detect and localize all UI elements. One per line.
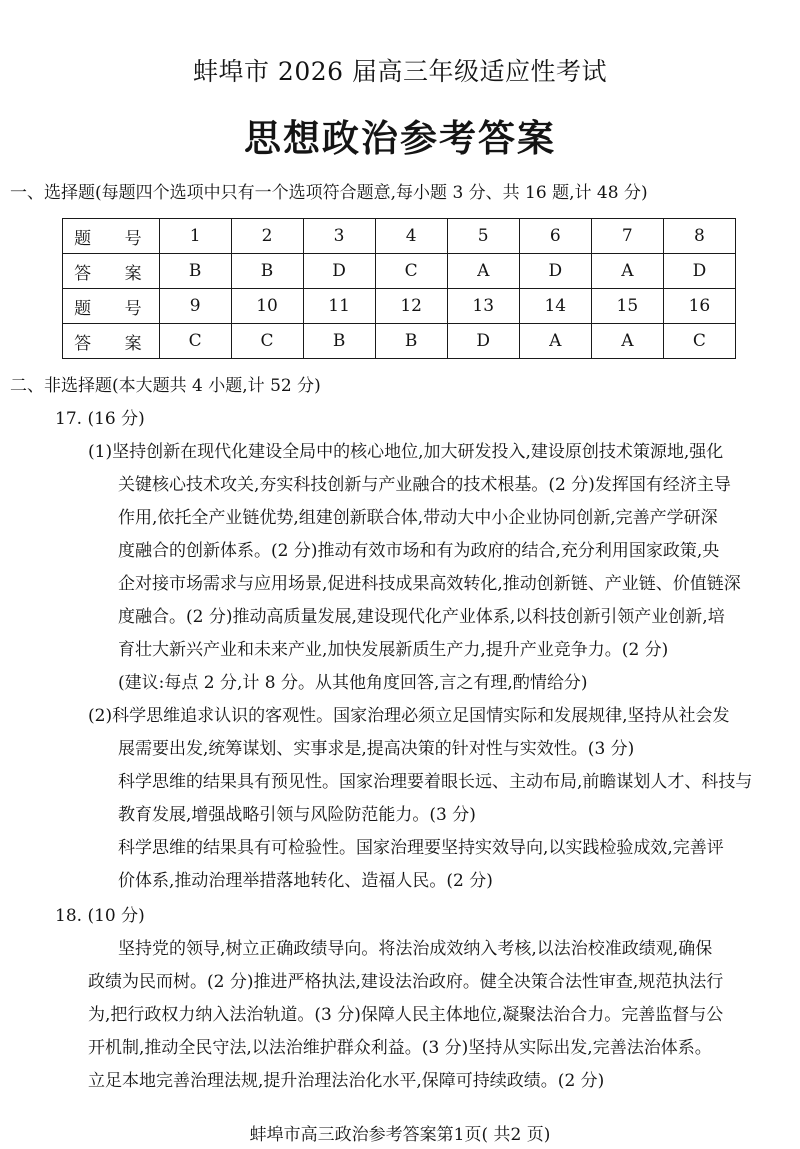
page-footer: 蚌埠市高三政治参考答案第1页( 共2 页) (249, 1125, 551, 1145)
question-17-label: 17. (16 分) (55, 409, 145, 429)
question-number: 16 (663, 289, 735, 324)
answer-text-line: (1)坚持创新在现代化建设全局中的核心地位,加大研发投入,建设原创技术策源地,强化 (88, 442, 724, 462)
answer-cell: A (591, 254, 663, 289)
answer-cell: D (447, 324, 519, 359)
question-number: 2 (231, 219, 303, 254)
question-number: 13 (447, 289, 519, 324)
question-number: 11 (303, 289, 375, 324)
answer-cell: A (591, 324, 663, 359)
question-number: 3 (303, 219, 375, 254)
answer-cell: D (663, 254, 735, 289)
question-number: 4 (375, 219, 447, 254)
answer-cell: B (375, 324, 447, 359)
answer-cell: B (159, 254, 231, 289)
answer-cell: C (663, 324, 735, 359)
question-number: 9 (159, 289, 231, 324)
answer-text-line: 科学思维的结果具有可检验性。国家治理要坚持实效导向,以实践检验成效,完善评 (118, 838, 724, 858)
question-number: 12 (375, 289, 447, 324)
answer-cell: B (303, 324, 375, 359)
row-label-answer: 答 案 (63, 254, 160, 289)
question-number: 6 (519, 219, 591, 254)
question-number: 7 (591, 219, 663, 254)
row-label-answer: 答 案 (63, 324, 160, 359)
answer-text-line: (2)科学思维追求认识的客观性。国家治理必须立足国情实际和发展规律,坚持从社会发 (88, 706, 730, 726)
section2-heading: 二、非选择题(本大题共 4 小题,计 52 分) (10, 376, 321, 396)
answer-text-line: 立足本地完善治理法规,提升治理法治化水平,保障可持续政绩。(2 分) (88, 1071, 605, 1091)
answer-cell: D (303, 254, 375, 289)
table-row-numbers-2 (63, 289, 736, 324)
question-number: 1 (159, 219, 231, 254)
table-row-answers-2 (63, 324, 736, 359)
answer-text-line: 为,把行政权力纳入法治轨道。(3 分)保障人民主体地位,凝聚法治合力。完善监督与公 (88, 1005, 724, 1025)
document-title: 思想政治参考答案 (244, 117, 556, 160)
answer-cell: C (375, 254, 447, 289)
answer-cell: D (519, 254, 591, 289)
answer-text-line: 作用,依托全产业链优势,组建创新联合体,带动大中小企业协同创新,完善产学研深 (118, 508, 718, 528)
answer-cell: A (447, 254, 519, 289)
answer-text-line: 企对接市场需求与应用场景,促进科技成果高效转化,推动创新链、产业链、价值链深 (118, 574, 741, 594)
exam-title: 蚌埠市 2026 届高三年级适应性考试 (192, 57, 608, 86)
answer-text-line: 教育发展,增强战略引领与风险防范能力。(3 分) (118, 805, 476, 825)
answer-cell: B (231, 254, 303, 289)
section1-heading: 一、选择题(每题四个选项中只有一个选项符合题意,每小题 3 分、共 16 题,计 48 分) (10, 183, 648, 203)
question-number: 8 (663, 219, 735, 254)
answer-text-line: 育壮大新兴产业和未来产业,加快发展新质生产力,提升产业竞争力。(2 分) (118, 640, 669, 660)
table-row-answers-1 (63, 254, 736, 289)
answer-cell: A (519, 324, 591, 359)
scoring-note: (建议:每点 2 分,计 8 分。从其他角度回答,言之有理,酌情给分) (118, 673, 588, 693)
answer-cell: C (231, 324, 303, 359)
answer-text-line: 政绩为民而树。(2 分)推进严格执法,建设法治政府。健全决策合法性审查,规范执法行 (88, 972, 724, 992)
answer-text-line: 展需要出发,统筹谋划、实事求是,提高决策的针对性与实效性。(3 分) (118, 739, 635, 759)
question-18-label: 18. (10 分) (55, 906, 145, 926)
row-label-number: 题 号 (63, 289, 160, 324)
answer-text-line: 关键核心技术攻关,夯实科技创新与产业融合的技术根基。(2 分)发挥国有经济主导 (118, 475, 731, 495)
table-row-numbers-1 (63, 219, 736, 254)
answer-cell: C (159, 324, 231, 359)
question-number: 14 (519, 289, 591, 324)
question-number: 5 (447, 219, 519, 254)
answer-text-line: 价体系,推动治理举措落地转化、造福人民。(2 分) (118, 871, 493, 891)
answer-text-line: 科学思维的结果具有预见性。国家治理要着眼长远、主动布局,前瞻谋划人才、科技与 (118, 772, 753, 792)
question-number: 10 (231, 289, 303, 324)
answer-key-table (62, 218, 736, 359)
answer-text-line: 坚持党的领导,树立正确政绩导向。将法治成效纳入考核,以法治校准政绩观,确保 (118, 939, 713, 959)
row-label-number: 题 号 (63, 219, 160, 254)
answer-text-line: 开机制,推动全民守法,以法治维护群众利益。(3 分)坚持从实际出发,完善法治体系。 (88, 1038, 712, 1058)
answer-text-line: 度融合的创新体系。(2 分)推动有效市场和有为政府的结合,充分利用国家政策,央 (118, 541, 720, 561)
answer-text-line: 度融合。(2 分)推动高质量发展,建设现代化产业体系,以科技创新引领产业创新,培 (118, 607, 725, 627)
question-number: 15 (591, 289, 663, 324)
